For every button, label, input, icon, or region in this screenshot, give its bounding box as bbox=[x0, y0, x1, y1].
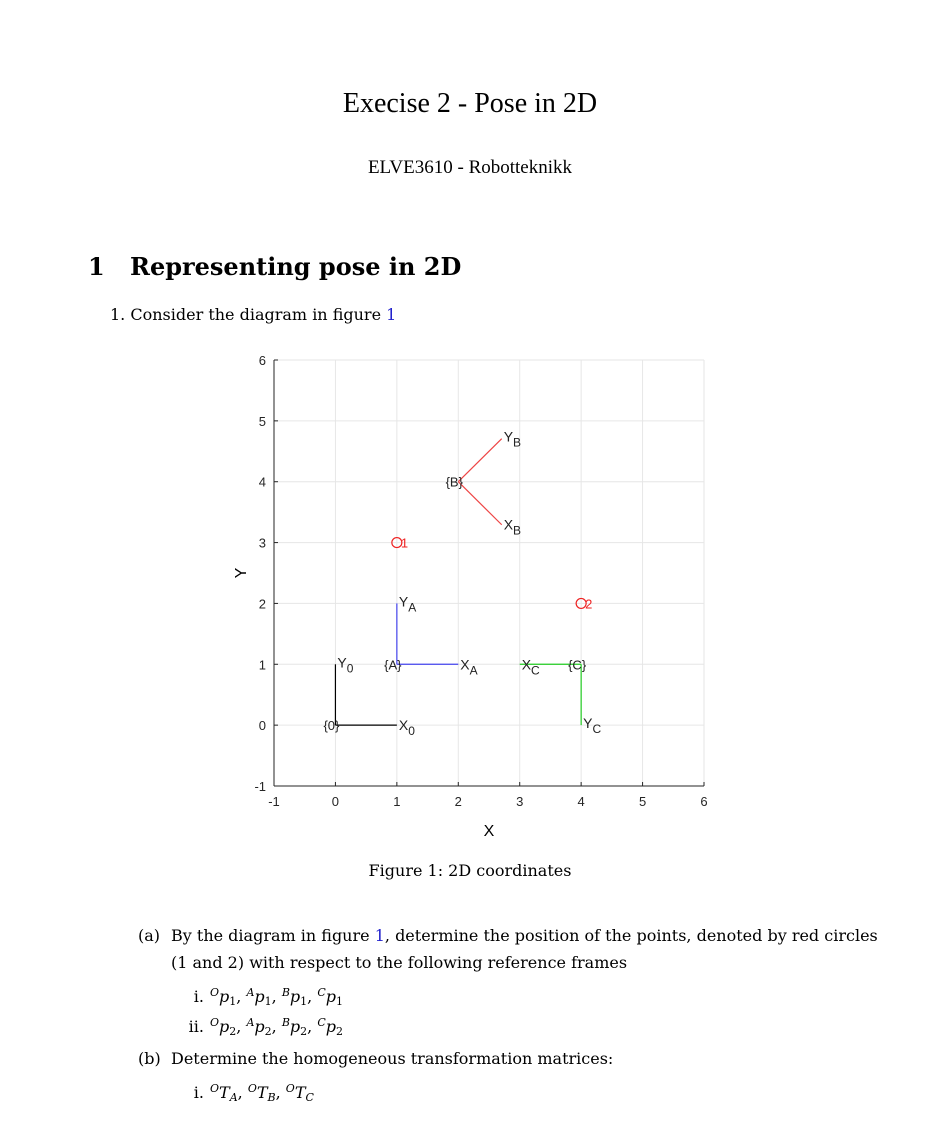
transform-subscript: C bbox=[305, 1091, 314, 1104]
subitem-ii-math: $^Op_2$, $^Ap_2$, $^Bp_2$, $^Cp_2$ bbox=[210, 1016, 344, 1038]
x-tick-label: 1 bbox=[393, 794, 401, 809]
y-tick-label: 4 bbox=[258, 474, 266, 490]
transform-term bbox=[286, 1083, 314, 1102]
frame-name: {B} bbox=[445, 474, 463, 490]
point-var: p bbox=[289, 987, 301, 1006]
figure-caption: Figure 1: 2D coordinates bbox=[368, 861, 572, 880]
part-a-text2: , determine the position of the points, denoted by red circles bbox=[384, 926, 878, 945]
transform-var: T bbox=[256, 1083, 268, 1102]
p2-term bbox=[282, 1017, 307, 1036]
y-tick-label: 0 bbox=[258, 718, 266, 734]
point-index: 1 bbox=[300, 995, 308, 1008]
y-tick-label: 1 bbox=[258, 657, 266, 673]
frame-name: {A} bbox=[384, 657, 402, 673]
point-index: 2 bbox=[264, 1025, 272, 1038]
part-a-text1: By the diagram in figure bbox=[171, 926, 370, 945]
frame-x-label: X0 bbox=[398, 717, 415, 739]
frame-superscript: C bbox=[317, 986, 326, 999]
point-var: p bbox=[289, 1017, 301, 1036]
point-index: 2 bbox=[229, 1025, 237, 1038]
x-tick-label: -1 bbox=[268, 794, 280, 809]
point-index: 1 bbox=[229, 995, 237, 1008]
item-1-text: Consider the diagram in figure bbox=[130, 305, 382, 324]
part-a-label: (a) bbox=[138, 926, 161, 945]
point-index: 2 bbox=[336, 1025, 344, 1038]
frame-name: {C} bbox=[568, 657, 587, 673]
x-tick-label: 5 bbox=[638, 794, 647, 809]
point-label: 2 bbox=[585, 596, 593, 612]
x-tick-label: 2 bbox=[454, 794, 462, 809]
p2-term bbox=[246, 1017, 271, 1036]
point-var: p bbox=[254, 987, 265, 1006]
part-b-subitem-i bbox=[171, 1082, 314, 1104]
p1-term bbox=[246, 987, 271, 1006]
frame-name: {0} bbox=[323, 718, 340, 734]
coordinate-frames bbox=[323, 429, 601, 738]
part-b-subitem-label: i. bbox=[193, 1083, 204, 1102]
p1-term bbox=[282, 987, 307, 1006]
part-b-label: (b) bbox=[138, 1049, 161, 1068]
frame-superscript: B bbox=[281, 1016, 290, 1029]
section-number: 1 bbox=[88, 252, 105, 281]
subitem-i-label: i. bbox=[193, 987, 204, 1006]
frame-superscript: O bbox=[210, 986, 220, 999]
transform-var: T bbox=[294, 1083, 306, 1102]
x-axis-label: X bbox=[483, 823, 495, 840]
y-tick-label: 3 bbox=[258, 535, 266, 551]
p1-term bbox=[317, 987, 343, 1006]
frame-y-axis bbox=[458, 439, 501, 482]
frame-y-label: YC bbox=[583, 715, 602, 737]
frame-superscript: B bbox=[281, 986, 290, 999]
frame-x-axis bbox=[458, 482, 501, 525]
transform-subscript: B bbox=[267, 1091, 276, 1104]
frame-y-label: Y0 bbox=[337, 654, 354, 676]
frame-superscript: C bbox=[317, 1016, 326, 1029]
y-tick-label: 5 bbox=[258, 413, 266, 429]
section-heading bbox=[88, 252, 461, 281]
transform-superscript: O bbox=[285, 1082, 295, 1095]
figure-plot bbox=[220, 345, 730, 845]
point-var: p bbox=[325, 987, 337, 1006]
y-tick-label: -1 bbox=[254, 779, 266, 794]
x-tick-label: 3 bbox=[516, 794, 524, 809]
frame-y-label: YB bbox=[503, 428, 522, 450]
part-b bbox=[138, 1049, 613, 1068]
item-1-label: 1. bbox=[110, 305, 126, 324]
transform-var: T bbox=[219, 1083, 230, 1102]
point-var: p bbox=[219, 1017, 230, 1036]
point-label: 1 bbox=[400, 535, 409, 551]
transform-term bbox=[248, 1083, 276, 1102]
p2-term bbox=[210, 1017, 236, 1036]
subitem-ii-label: ii. bbox=[188, 1017, 204, 1036]
p1-term bbox=[210, 987, 236, 1006]
figure-ref-link[interactable]: 1 bbox=[386, 305, 397, 324]
frame-superscript: A bbox=[246, 986, 255, 999]
transform-subscript: A bbox=[229, 1091, 238, 1104]
transform-term bbox=[210, 1083, 238, 1102]
part-a-line1 bbox=[138, 926, 878, 945]
point-var: p bbox=[219, 987, 230, 1006]
transform-superscript: O bbox=[210, 1082, 220, 1095]
frame-superscript: A bbox=[246, 1016, 255, 1029]
y-axis-label: Y bbox=[233, 567, 250, 579]
x-tick-label: 0 bbox=[331, 794, 340, 809]
figure-ref-link-2[interactable]: 1 bbox=[374, 926, 385, 945]
document-subtitle: ELVE3610 - Robotteknikk bbox=[367, 157, 573, 178]
section-title: Representing pose in 2D bbox=[130, 252, 462, 281]
frame-x-label: XB bbox=[503, 516, 522, 538]
frame-superscript: O bbox=[210, 1016, 220, 1029]
point-index: 1 bbox=[264, 995, 272, 1008]
part-a-subitem-ii bbox=[171, 1016, 343, 1038]
part-a-line2: (1 and 2) with respect to the following reference frames bbox=[171, 953, 628, 972]
item-1 bbox=[110, 305, 396, 324]
y-tick-label: 2 bbox=[258, 596, 266, 612]
p2-term bbox=[317, 1017, 343, 1036]
subitem-i-math: $^Op_1$, $^Ap_1$, $^Bp_1$, $^Cp_1$ bbox=[210, 986, 344, 1008]
x-tick-label: 4 bbox=[577, 794, 585, 809]
document-title: Execise 2 - Pose in 2D bbox=[342, 88, 598, 119]
frame-y-label: YA bbox=[398, 593, 417, 615]
point-var: p bbox=[325, 1017, 337, 1036]
frame-x-label: XA bbox=[460, 656, 478, 678]
part-b-text: Determine the homogeneous transformation matrices: bbox=[171, 1049, 614, 1068]
part-b-math: $^OT_A$, $^OT_B$, $^OT_C$ bbox=[210, 1082, 314, 1104]
y-tick-label: 6 bbox=[258, 353, 266, 368]
part-a-subitem-i bbox=[171, 986, 343, 1008]
tick-labels bbox=[254, 353, 707, 809]
transform-superscript: O bbox=[247, 1082, 257, 1095]
points bbox=[392, 535, 593, 615]
point-index: 2 bbox=[300, 1025, 308, 1038]
frame-x-label: XC bbox=[521, 656, 540, 678]
x-tick-label: 6 bbox=[700, 794, 708, 809]
point-index: 1 bbox=[336, 995, 344, 1008]
point-var: p bbox=[254, 1017, 265, 1036]
